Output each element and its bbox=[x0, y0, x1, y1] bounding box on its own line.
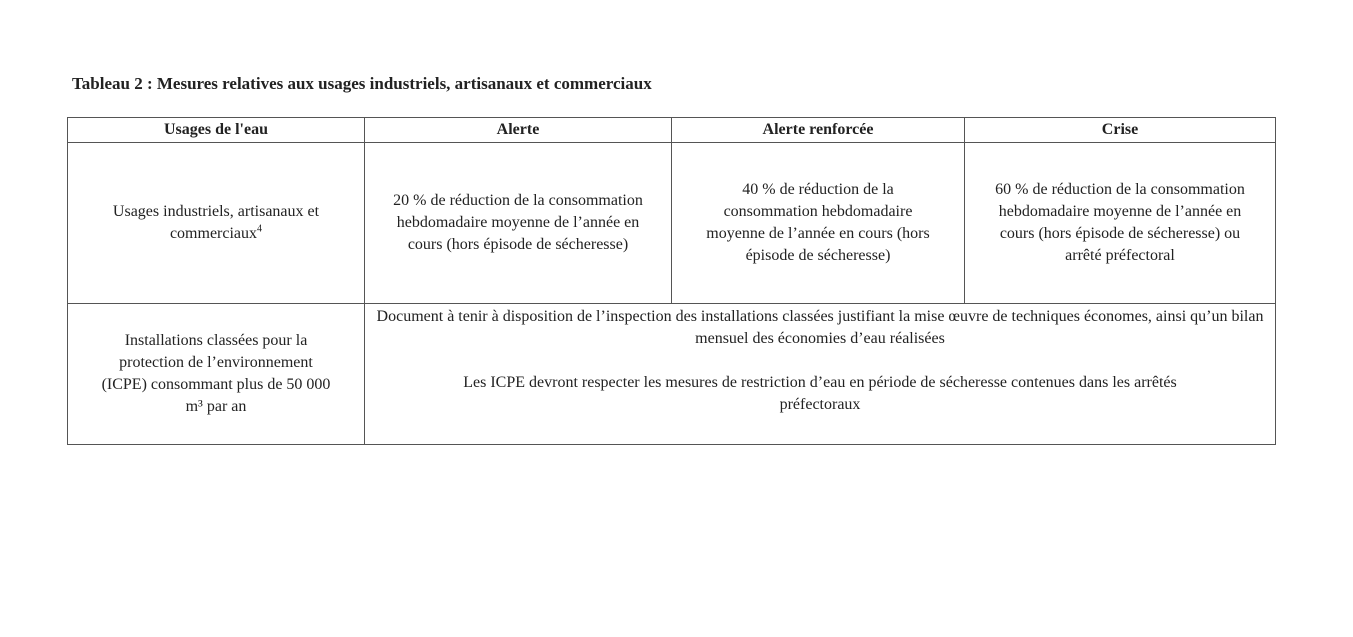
table-header-row bbox=[68, 118, 1276, 143]
cell-icpe-measures bbox=[365, 304, 1276, 445]
cell-usage-icpe bbox=[68, 304, 365, 445]
icpe-note-document: Document à tenir à disposition de l’inspection des installations classées justifiant la mise œuvre de techniques économes, ainsi qu’un bilan mensuel des économies d’eau réalisées bbox=[376, 308, 1264, 347]
table-row bbox=[68, 143, 1276, 304]
header-crise: Crise bbox=[965, 118, 1276, 143]
table-title: Tableau 2 : Mesures relatives aux usages industriels, artisanaux et commerciaux bbox=[72, 74, 652, 93]
header-alerte: Alerte bbox=[365, 118, 672, 143]
table-row bbox=[68, 304, 1276, 445]
usage-label: Usages industriels, artisanaux et commerciaux bbox=[112, 203, 320, 242]
header-usage: Usages de l'eau bbox=[68, 118, 365, 143]
cell-alerte bbox=[365, 143, 672, 304]
measures-table bbox=[67, 117, 1276, 445]
cell-crise bbox=[965, 143, 1276, 304]
icpe-label: Installations classées pour la protection de l’environnement (ICPE) consommant plus de 50 000 m³ par an bbox=[101, 332, 331, 415]
cell-alerte-renforcee bbox=[672, 143, 965, 304]
icpe-note-restrictions: Les ICPE devront respecter les mesures de restriction d’eau en période de sécheresse contenues dans les arrêtés préfectoraux bbox=[463, 374, 1177, 413]
header-alerte-renforcee: Alerte renforcée bbox=[672, 118, 965, 143]
alerte-text: 20 % de réduction de la consommation hebdomadaire moyenne de l’année en cours (hors épisode de sécheresse) bbox=[393, 192, 643, 253]
footnote-ref: 4 bbox=[257, 223, 263, 235]
alerte-renforcee-text: 40 % de réduction de la consommation hebdomadaire moyenne de l’année en cours (hors épisode de sécheresse) bbox=[706, 181, 930, 264]
crise-text: 60 % de réduction de la consommation hebdomadaire moyenne de l’année en cours (hors épisode de sécheresse) ou arrêté préfectoral bbox=[995, 181, 1245, 264]
cell-usage-industriels bbox=[68, 143, 365, 304]
